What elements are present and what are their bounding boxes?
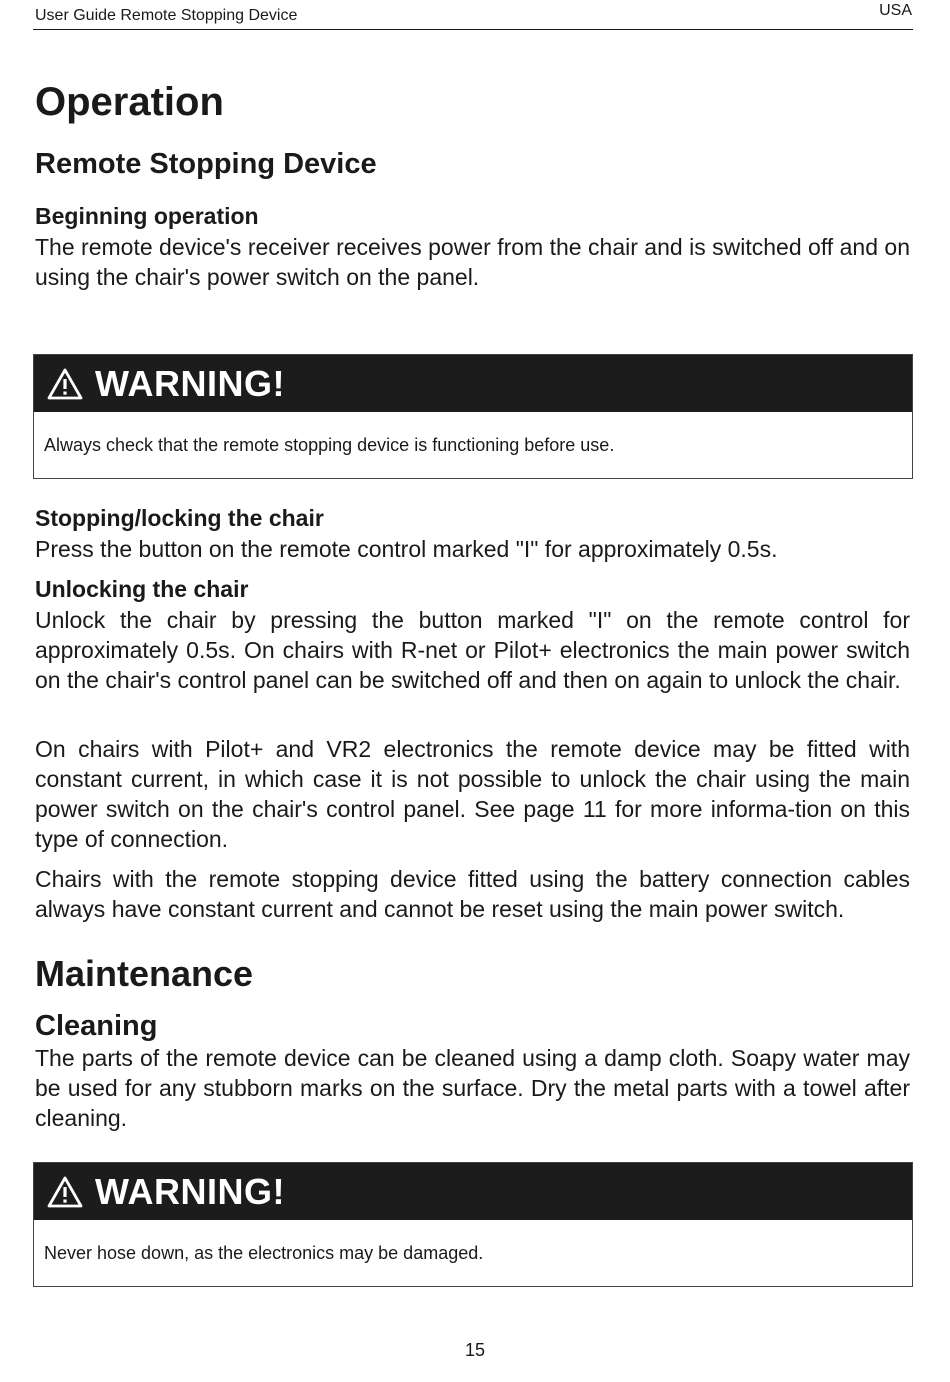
stopping-heading: Stopping/locking the chair bbox=[35, 505, 324, 531]
unlocking-text: Unlock the chair by pressing the button marked "I" on the remote control for approximately 0.5s. On chairs with R-net or Pilot+ electronics the main power switch on the chair's control panel can be switched off and then on again to unlock the chair. bbox=[35, 607, 910, 693]
battery-text: Chairs with the remote stopping device fitted using the battery connection cables always have constant current and cannot be reset using the main power switch. bbox=[35, 866, 910, 922]
warning-text: Always check that the remote stopping device is functioning before use. bbox=[44, 434, 615, 455]
header-title: User Guide Remote Stopping Device bbox=[35, 7, 298, 24]
cleaning-text: The parts of the remote device can be cleaned using a damp cloth. Soapy water may be used for any stubborn marks on the surface. Dry the metal parts with a towel after cleaning. bbox=[35, 1045, 910, 1131]
warning-text: Never hose down, as the electronics may be damaged. bbox=[44, 1242, 484, 1263]
warning-box-1 bbox=[33, 354, 913, 479]
subsection-title: Remote Stopping Device bbox=[35, 148, 377, 180]
header-divider bbox=[33, 29, 913, 30]
warning-title: WARNING! bbox=[95, 1170, 285, 1212]
pilot-text: On chairs with Pilot+ and VR2 electronics the remote device may be fitted with constant current, in which case it is not possible to unlock the chair using the main power switch on the chair's control panel. See page 11 for more informa-tion on this type of connection. bbox=[35, 736, 910, 852]
section-title-operation: Operation bbox=[35, 80, 224, 124]
warning-header bbox=[34, 355, 912, 412]
warning-title: WARNING! bbox=[95, 362, 285, 404]
beginning-heading: Beginning operation bbox=[35, 203, 259, 229]
beginning-text: The remote device's receiver receives power from the chair and is switched off and on using the chair's power switch on the panel. bbox=[35, 234, 910, 290]
section-title-maintenance: Maintenance bbox=[35, 953, 254, 994]
stopping-text: Press the button on the remote control marked "I" for approximately 0.5s. bbox=[35, 536, 778, 562]
unlocking-heading: Unlocking the chair bbox=[35, 576, 249, 602]
warning-header bbox=[34, 1163, 912, 1220]
cleaning-heading: Cleaning bbox=[35, 1010, 158, 1042]
header-region: USA bbox=[879, 2, 912, 19]
warning-box-2 bbox=[33, 1162, 913, 1287]
page-number: 15 bbox=[464, 1340, 486, 1360]
warning-triangle-icon bbox=[47, 1176, 83, 1208]
warning-triangle-icon bbox=[47, 368, 83, 400]
